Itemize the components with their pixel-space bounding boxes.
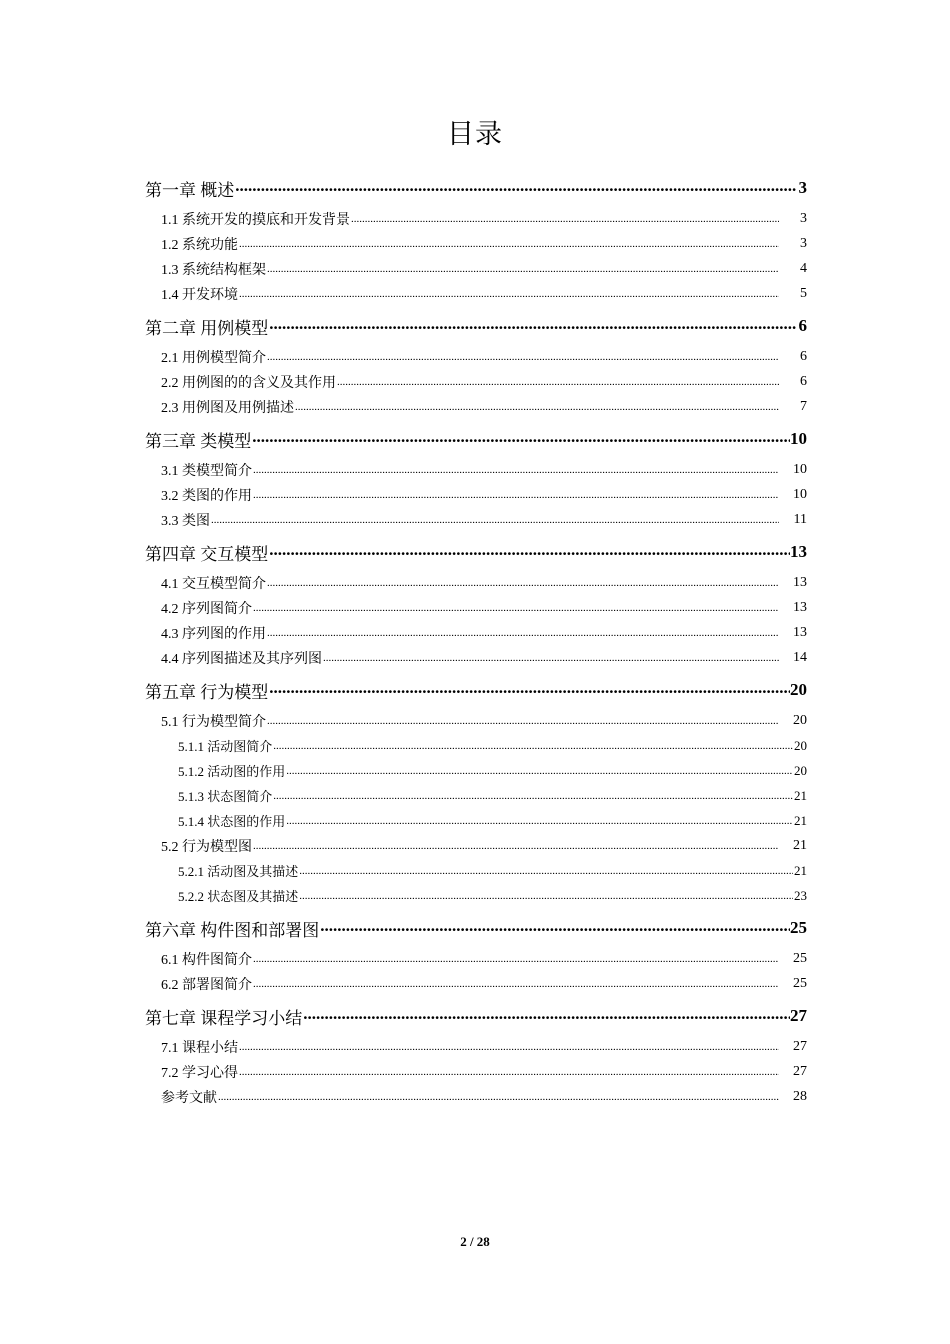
toc-section-entry[interactable] (145, 281, 807, 306)
toc-entry-label: 第六章 构件图和部署图 (145, 920, 320, 940)
dot-leader (252, 429, 790, 449)
toc-entry-label: 1.3 系统结构框架 (161, 262, 266, 278)
toc-section-entry[interactable] (145, 482, 807, 507)
dot-leader (253, 839, 779, 853)
toc-page-number: 3 (798, 178, 807, 197)
toc-page-number: 3 (800, 210, 807, 226)
toc-page-number: 21 (794, 812, 807, 828)
toc-section-entry[interactable] (145, 457, 807, 482)
toc-chapter-entry[interactable] (145, 998, 807, 1034)
toc-entry-label: 2.3 用例图及用例描述 (161, 400, 294, 416)
toc-entry-label: 4.3 序列图的作用 (161, 626, 266, 642)
toc-page-number: 25 (793, 975, 807, 991)
dot-leader (286, 814, 793, 828)
toc-entry-label: 5.2.2 状态图及其描述 (178, 889, 299, 904)
toc-entry-label: 3.2 类图的作用 (161, 488, 252, 504)
toc-page-number: 7 (800, 398, 807, 414)
toc-subsection-entry[interactable] (145, 808, 807, 833)
dot-leader (267, 626, 779, 640)
toc-entry-label: 第一章 概述 (145, 180, 235, 200)
toc-section-entry[interactable] (145, 1059, 807, 1084)
dot-leader (299, 889, 793, 903)
toc-page-number: 4 (800, 260, 807, 276)
dot-leader (299, 864, 793, 878)
dot-leader (351, 212, 779, 226)
toc-page-number: 13 (790, 542, 807, 561)
toc-entry-label: 1.1 系统开发的摸底和开发背景 (161, 212, 350, 228)
dot-leader (239, 237, 779, 251)
toc-chapter-entry[interactable] (145, 308, 807, 344)
toc-section-entry[interactable] (145, 394, 807, 419)
toc-section-entry[interactable] (145, 620, 807, 645)
toc-chapter-entry[interactable] (145, 534, 807, 570)
toc-entry-label: 5.2 行为模型图 (161, 839, 252, 855)
toc-page-number: 13 (793, 599, 807, 615)
toc-section-entry[interactable] (145, 1034, 807, 1059)
toc-subsection-entry[interactable] (145, 783, 807, 808)
toc-page-number: 6 (798, 316, 807, 335)
toc-entry-label: 第五章 行为模型 (145, 682, 269, 702)
toc-page-number: 13 (793, 574, 807, 590)
dot-leader (303, 1006, 790, 1026)
toc-section-entry[interactable] (145, 206, 807, 231)
dot-leader (253, 977, 779, 991)
toc-chapter-entry[interactable] (145, 672, 807, 708)
toc-entry-label: 7.1 课程小结 (161, 1040, 238, 1056)
toc-page-number: 23 (794, 887, 807, 903)
toc-chapter-entry[interactable] (145, 170, 807, 206)
toc-page-number: 3 (800, 235, 807, 251)
toc-subsection-entry[interactable] (145, 758, 807, 783)
toc-page-number: 21 (794, 862, 807, 878)
toc-section-entry[interactable] (145, 1084, 807, 1109)
dot-leader (253, 488, 779, 502)
toc-section-entry[interactable] (145, 344, 807, 369)
toc-entry-label: 2.1 用例模型简介 (161, 350, 266, 366)
dot-leader (267, 714, 779, 728)
toc-subsection-entry[interactable] (145, 883, 807, 908)
toc-section-entry[interactable] (145, 595, 807, 620)
toc-page-number: 27 (790, 1006, 807, 1025)
dot-leader (211, 513, 779, 527)
dot-leader (273, 739, 793, 753)
toc-page-number: 20 (790, 680, 807, 699)
dot-leader (267, 262, 779, 276)
table-of-contents (145, 168, 807, 1109)
toc-chapter-entry[interactable] (145, 421, 807, 457)
dot-leader (218, 1090, 779, 1104)
toc-page-number: 13 (793, 624, 807, 640)
toc-entry-label: 6.1 构件图简介 (161, 952, 252, 968)
toc-page-number: 27 (793, 1038, 807, 1054)
toc-page-number: 20 (794, 737, 807, 753)
dot-leader (267, 576, 779, 590)
dot-leader (295, 400, 779, 414)
toc-entry-label: 2.2 用例图的的含义及其作用 (161, 375, 336, 391)
dot-leader (239, 1040, 779, 1054)
toc-chapter-entry[interactable] (145, 910, 807, 946)
toc-section-entry[interactable] (145, 570, 807, 595)
toc-entry-label: 6.2 部署图简介 (161, 977, 252, 993)
toc-page-number: 10 (790, 429, 807, 448)
toc-page-number: 10 (793, 486, 807, 502)
toc-entry-label: 5.1.4 状态图的作用 (178, 814, 286, 829)
toc-entry-label: 第二章 用例模型 (145, 318, 269, 338)
toc-entry-label: 3.3 类图 (161, 513, 210, 529)
toc-entry-label: 5.1.3 状态图简介 (178, 789, 273, 804)
toc-entry-label: 第四章 交互模型 (145, 544, 269, 564)
page-number-footer: 2 / 28 (460, 1234, 490, 1249)
toc-page-number: 6 (800, 373, 807, 389)
toc-entry-label: 5.1.2 活动图的作用 (178, 764, 286, 779)
toc-page-number: 21 (794, 787, 807, 803)
toc-page-number: 5 (800, 285, 807, 301)
toc-entry-label: 5.2.1 活动图及其描述 (178, 864, 299, 879)
toc-section-entry[interactable] (145, 507, 807, 532)
toc-entry-label: 4.4 序列图描述及其序列图 (161, 651, 322, 667)
dot-leader (337, 375, 779, 389)
toc-entry-label: 4.2 序列图简介 (161, 601, 252, 617)
toc-section-entry[interactable] (145, 645, 807, 670)
toc-page-number: 28 (793, 1088, 807, 1104)
toc-page-number: 21 (793, 837, 807, 853)
toc-page-number: 14 (793, 649, 807, 665)
toc-subsection-entry[interactable] (145, 733, 807, 758)
toc-entry-label: 1.4 开发环境 (161, 287, 238, 303)
toc-section-entry[interactable] (145, 946, 807, 971)
toc-entry-label: 参考文献 (161, 1090, 217, 1106)
toc-section-entry[interactable] (145, 256, 807, 281)
toc-page-number: 25 (793, 950, 807, 966)
toc-subsection-entry[interactable] (145, 858, 807, 883)
dot-leader (269, 542, 790, 562)
toc-section-entry[interactable] (145, 369, 807, 394)
dot-leader (239, 287, 779, 301)
toc-section-entry[interactable] (145, 833, 807, 858)
toc-page-number: 20 (793, 712, 807, 728)
dot-leader (253, 601, 779, 615)
toc-entry-label: 第三章 类模型 (145, 431, 252, 451)
toc-entry-label: 第七章 课程学习小结 (145, 1008, 303, 1028)
toc-page-number: 10 (793, 461, 807, 477)
toc-page-number: 6 (800, 348, 807, 364)
dot-leader (269, 680, 790, 700)
toc-section-entry[interactable] (145, 231, 807, 256)
dot-leader (269, 316, 797, 336)
toc-page-number: 20 (794, 762, 807, 778)
dot-leader (239, 1065, 779, 1079)
dot-leader (273, 789, 793, 803)
toc-page-number: 27 (793, 1063, 807, 1079)
dot-leader (267, 350, 779, 364)
page-title: 目录 (447, 119, 503, 149)
dot-leader (320, 918, 790, 938)
toc-entry-label: 5.1 行为模型简介 (161, 714, 266, 730)
toc-section-entry[interactable] (145, 971, 807, 996)
dot-leader (235, 178, 797, 198)
toc-entry-label: 1.2 系统功能 (161, 237, 238, 253)
dot-leader (253, 952, 779, 966)
toc-entry-label: 5.1.1 活动图简介 (178, 739, 273, 754)
dot-leader (323, 651, 779, 665)
toc-section-entry[interactable] (145, 708, 807, 733)
toc-entry-label: 3.1 类模型简介 (161, 463, 252, 479)
dot-leader (253, 463, 779, 477)
toc-page-number: 25 (790, 918, 807, 937)
toc-entry-label: 4.1 交互模型简介 (161, 576, 266, 592)
toc-page-number: 11 (793, 511, 807, 527)
dot-leader (286, 764, 793, 778)
toc-entry-label: 7.2 学习心得 (161, 1065, 238, 1081)
